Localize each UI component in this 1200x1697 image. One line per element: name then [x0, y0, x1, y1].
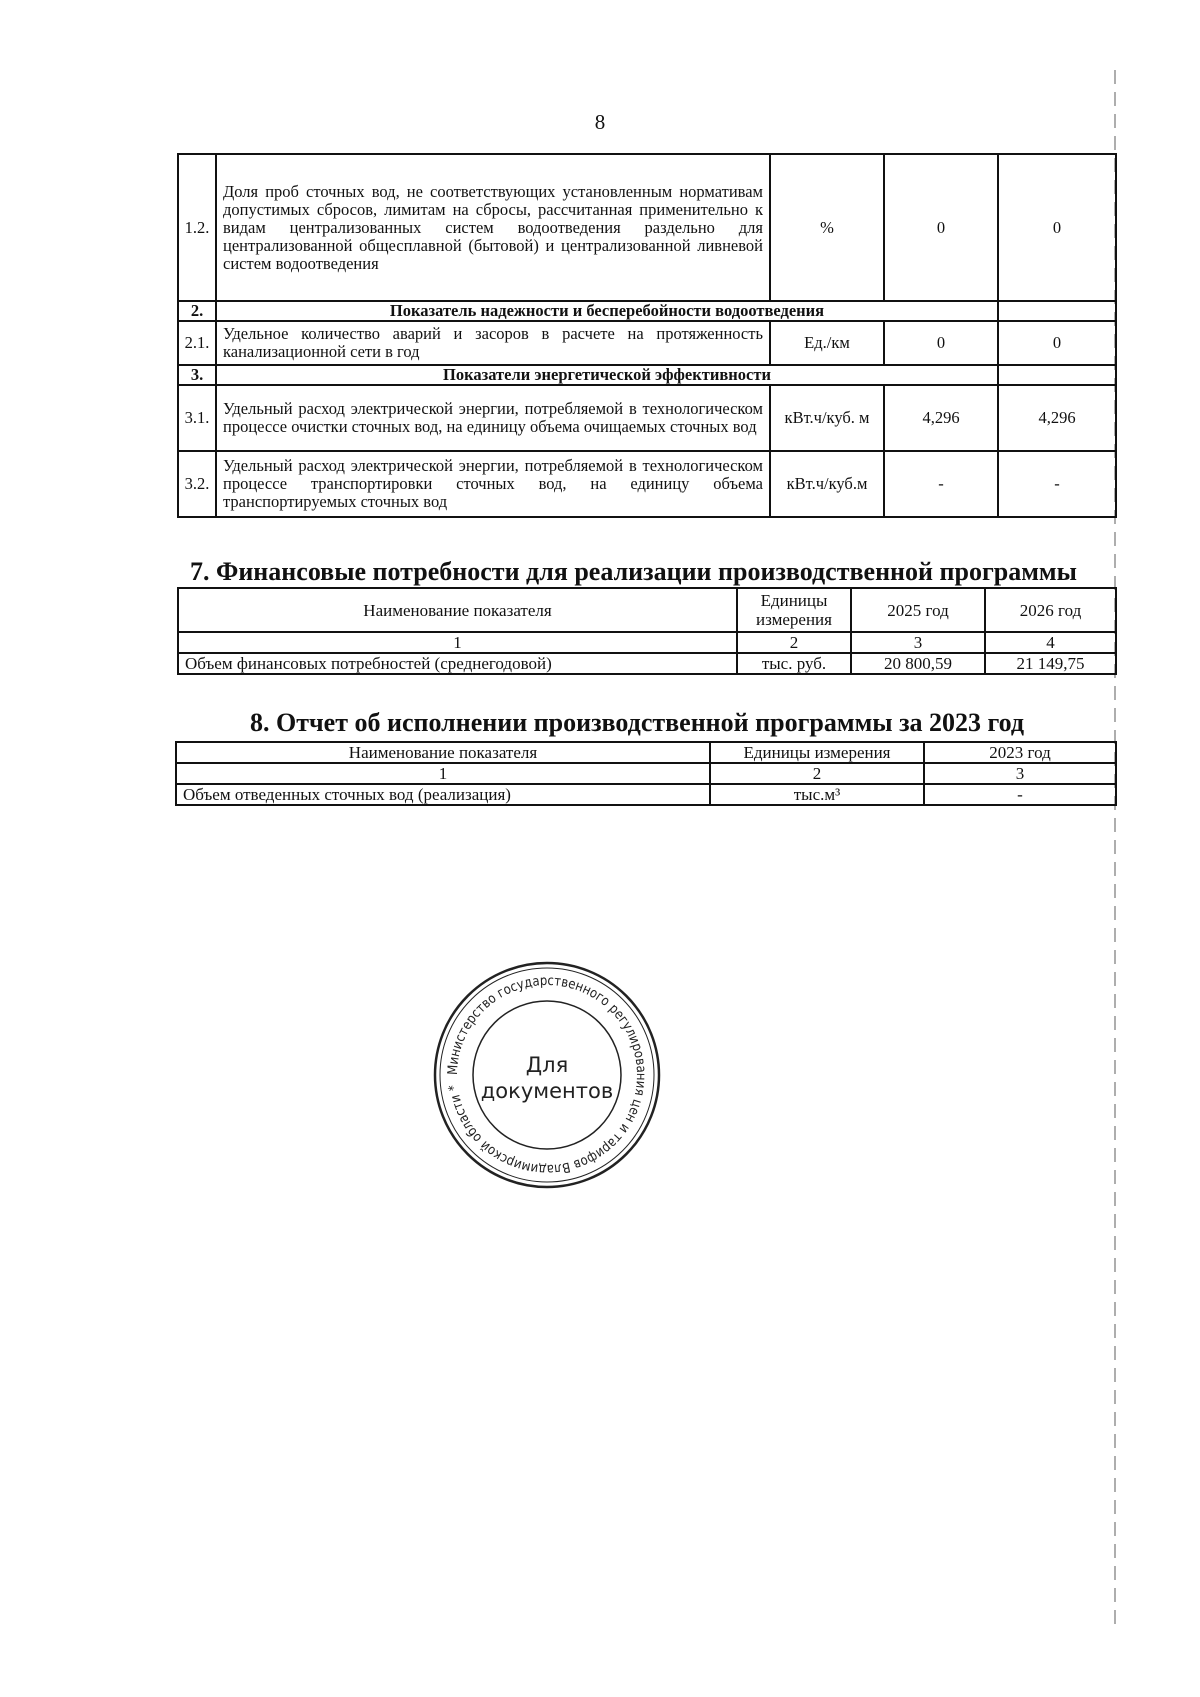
column-header: Наименование показателя: [176, 742, 710, 763]
indicator-name: Объем отведенных сточных вод (реализация): [176, 784, 710, 805]
official-stamp: [432, 960, 662, 1190]
indicator-unit: тыс. руб.: [737, 653, 851, 674]
column-header: Единицы измерения: [710, 742, 924, 763]
indicator-value-2026: 0: [998, 321, 1116, 365]
indicator-unit: кВт.ч/куб. м: [770, 385, 884, 451]
section-number: 2.: [178, 301, 216, 321]
stamp-center-line1: Для: [525, 1053, 569, 1077]
stamp-center-line2: документов: [480, 1079, 614, 1103]
table-index-row: [178, 632, 1116, 653]
indicator-name: Удельное количество аварий и засоров в расчете на протяженность канализационной сети в год: [216, 321, 770, 365]
empty-cell: [998, 365, 1116, 385]
indicator-name: Доля проб сточных вод, не соответствующих установленным нормативам допустимых сбросов, лимитам на сбросы, рассчитанная применительно к видам централизованных систем водоотведения раздельно для централизованной общесплавной (бытовой) и централизованной ливневой систем водоотведения: [216, 154, 770, 301]
empty-cell: [998, 301, 1116, 321]
indicator-value-2025: 0: [884, 321, 998, 365]
row-number: 3.2.: [178, 451, 216, 517]
value-2023: -: [924, 784, 1116, 805]
table-row: [178, 154, 1116, 301]
indicator-value-2026: 4,296: [998, 385, 1116, 451]
section8-heading: 8. Отчет об исполнении производственной программы за 2023 год: [250, 708, 1025, 737]
indicators-table: [177, 153, 1117, 518]
financial-needs-table: [177, 587, 1117, 675]
column-header: Единицы измерения: [737, 588, 851, 632]
index-cell: 3: [924, 763, 1116, 784]
indicator-name: Удельный расход электрической энергии, потребляемой в технологическом процессе транспортировки сточных вод, на единицу объема транспортируемых сточных вод: [216, 451, 770, 517]
row-number: 2.1.: [178, 321, 216, 365]
row-number: 3.1.: [178, 385, 216, 451]
index-cell: 4: [985, 632, 1116, 653]
index-cell: 1: [176, 763, 710, 784]
column-header: 2026 год: [985, 588, 1116, 632]
table-index-row: [176, 763, 1116, 784]
page-number: 8: [594, 110, 606, 134]
table-row: [176, 784, 1116, 805]
value-2025: 20 800,59: [851, 653, 985, 674]
program-report-table: [175, 741, 1117, 806]
indicator-value-2025: 0: [884, 154, 998, 301]
indicator-value-2026: -: [998, 451, 1116, 517]
section-number: 3.: [178, 365, 216, 385]
table-row: [178, 653, 1116, 674]
column-header: 2025 год: [851, 588, 985, 632]
indicator-value-2025: 4,296: [884, 385, 998, 451]
stamp-ring-text: Министерство государственного регулирования цен и тарифов Владимирской области *: [444, 972, 650, 1178]
value-2026: 21 149,75: [985, 653, 1116, 674]
row-number: 1.2.: [178, 154, 216, 301]
indicator-unit: тыс.м³: [710, 784, 924, 805]
index-cell: 1: [178, 632, 737, 653]
table-header-row: [178, 588, 1116, 632]
section-row: [178, 365, 1116, 385]
index-cell: 2: [737, 632, 851, 653]
indicator-unit: %: [770, 154, 884, 301]
indicator-name: Удельный расход электрической энергии, потребляемой в технологическом процессе очистки сточных вод, на единицу объема очищаемых сточных вод: [216, 385, 770, 451]
section-title: Показатели энергетической эффективности: [216, 365, 998, 385]
table-row: [178, 385, 1116, 451]
indicator-unit: Ед./км: [770, 321, 884, 365]
column-header: Наименование показателя: [178, 588, 737, 632]
table-row: [178, 451, 1116, 517]
table-header-row: [176, 742, 1116, 763]
column-header: 2023 год: [924, 742, 1116, 763]
section7-heading: 7. Финансовые потребности для реализации производственной программы: [190, 557, 1077, 586]
indicator-unit: кВт.ч/куб.м: [770, 451, 884, 517]
indicator-name: Объем финансовых потребностей (среднегодовой): [178, 653, 737, 674]
index-cell: 3: [851, 632, 985, 653]
index-cell: 2: [710, 763, 924, 784]
section-title: Показатель надежности и бесперебойности водоотведения: [216, 301, 998, 321]
indicator-value-2025: -: [884, 451, 998, 517]
table-row: [178, 321, 1116, 365]
section-row: [178, 301, 1116, 321]
indicator-value-2026: 0: [998, 154, 1116, 301]
